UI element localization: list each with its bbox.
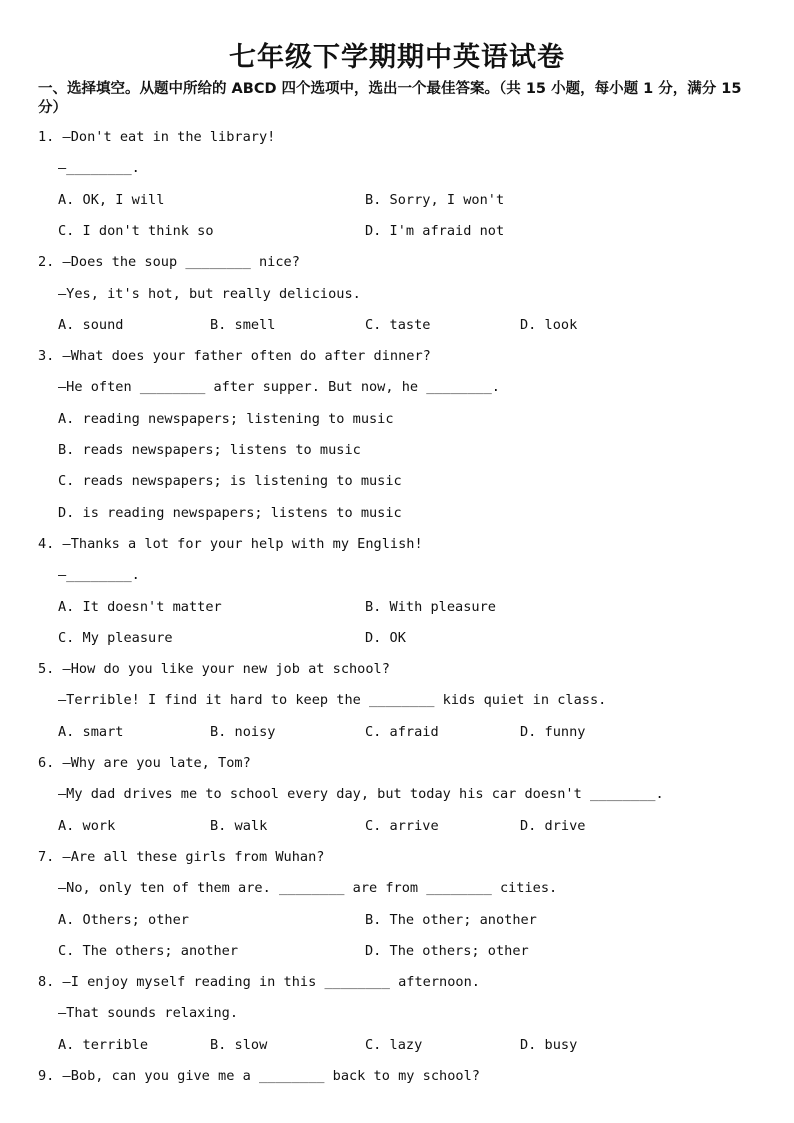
- question-response: —Terrible! I find it hard to keep the ________ kids quiet in class.: [58, 692, 607, 709]
- answer-option: D. is reading newspapers; listens to music: [58, 504, 402, 521]
- answer-option: A. Others; other: [58, 911, 189, 928]
- question-stem: 5. —How do you like your new job at school?: [38, 661, 390, 678]
- answer-option: B. noisy: [210, 723, 276, 740]
- section-instructions: 一、选择填空。从题中所给的 ABCD 四个选项中，选出一个最佳答案。（共 15 小题，每小题 1 分，满分 15 分）: [38, 81, 742, 116]
- answer-option: B. reads newspapers; listens to music: [58, 442, 361, 458]
- question-response: —Yes, it's hot, but really delicious.: [58, 285, 361, 302]
- question-stem: 3. —What does your father often do after dinner?: [38, 348, 431, 365]
- answer-option: B. walk: [210, 817, 268, 834]
- question-response: —My dad drives me to school every day, but today his car doesn't ________.: [58, 786, 664, 803]
- question-response: —________.: [58, 160, 140, 177]
- question-response: —That sounds relaxing.: [58, 1005, 239, 1022]
- question-stem: 1. —Don't eat in the library!: [38, 129, 276, 145]
- question-response: —________.: [58, 567, 140, 584]
- answer-option: D. The others; other: [365, 942, 529, 959]
- question-response: —No, only ten of them are. ________ are from ________ cities.: [58, 880, 558, 897]
- question-stem: 4. —Thanks a lot for your help with my English!: [38, 535, 423, 552]
- answer-option: D. OK: [365, 629, 406, 646]
- question-stem: 7. —Are all these girls from Wuhan?: [38, 848, 325, 865]
- answer-option: D. look: [520, 316, 578, 333]
- answer-option: A. reading newspapers; listening to music: [58, 410, 394, 427]
- answer-option: C. The others; another: [58, 942, 239, 959]
- answer-option: D. I'm afraid not: [365, 222, 505, 239]
- answer-option: A. smart: [58, 723, 124, 740]
- question-stem: 8. —I enjoy myself reading in this ________ afternoon.: [38, 974, 480, 991]
- answer-option: D. funny: [520, 723, 586, 740]
- answer-option: B. The other; another: [365, 911, 537, 928]
- answer-option: C. I don't think so: [58, 222, 214, 239]
- answer-option: C. My pleasure: [58, 629, 173, 646]
- answer-option: C. lazy: [365, 1036, 423, 1053]
- answer-option: B. slow: [210, 1036, 268, 1053]
- question-stem: 9. —Bob, can you give me a ________ back to my school?: [38, 1068, 480, 1084]
- answer-option: C. afraid: [365, 723, 439, 740]
- answer-option: A. sound: [58, 316, 124, 333]
- answer-option: A. work: [58, 817, 116, 834]
- answer-option: C. arrive: [365, 817, 439, 834]
- answer-option: B. With pleasure: [365, 598, 496, 615]
- page-title: 七年级下学期期中英语试卷: [229, 42, 565, 73]
- question-stem: 6. —Why are you late, Tom?: [38, 755, 251, 771]
- answer-option: C. taste: [365, 316, 431, 333]
- question-stem: 2. —Does the soup ________ nice?: [38, 254, 300, 271]
- answer-option: D. busy: [520, 1036, 578, 1053]
- answer-option: B. Sorry, I won't: [365, 191, 505, 208]
- answer-option: A. It doesn't matter: [58, 598, 222, 615]
- question-response: —He often ________ after supper. But now, he ________.: [58, 379, 500, 396]
- answer-option: C. reads newspapers; is listening to music: [58, 473, 402, 490]
- answer-option: A. OK, I will: [58, 191, 165, 208]
- answer-option: B. smell: [210, 316, 276, 333]
- answer-option: D. drive: [520, 817, 586, 834]
- answer-option: A. terrible: [58, 1036, 149, 1053]
